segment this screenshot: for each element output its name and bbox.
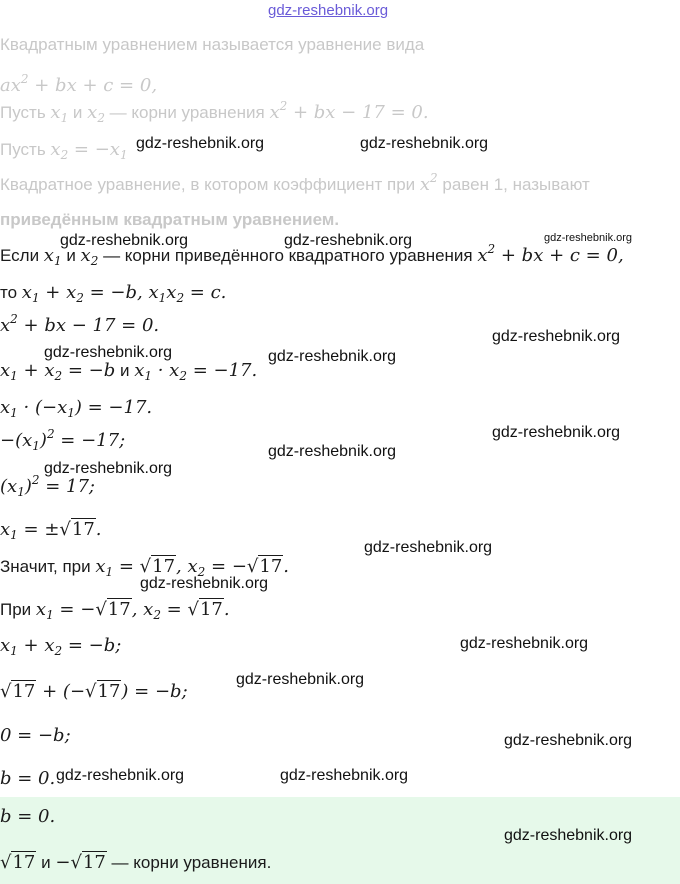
watermark: gdz-reshebnik.org	[56, 767, 185, 784]
watermark: gdz-reshebnik.org	[460, 635, 589, 652]
watermark: gdz-reshebnik.org	[492, 424, 621, 441]
equation-step: $x^2$ + bx − 17 = 0.	[0, 312, 160, 336]
reduced-def-line2: приведённым квадратным уравнением.	[0, 210, 340, 229]
watermark: gdz-reshebnik.org	[140, 575, 269, 592]
case-1: Значит, при $x_1 = √17$, $x_2 = -√17$.	[0, 556, 290, 579]
watermark: gdz-reshebnik.org	[136, 135, 265, 152]
vieta-theorem: Если $x_1$ и $x_2$ — корни приведённого квадратного уравнения $x^2$ + bx + c = 0,	[0, 242, 624, 268]
let-x2-line: Пусть $x_2 = -x_1$	[0, 139, 128, 162]
b-result: b = 0.	[0, 768, 56, 789]
substitute-step: √17 + (−√17) = −b;	[0, 681, 188, 702]
sum-step: $x_1 + x_2 = -b$;	[0, 635, 122, 658]
case-2: При $x_1 = -√17$, $x_2 = √17$.	[0, 599, 230, 622]
root-step: $x_1 = \pm√17$.	[0, 519, 102, 542]
answer-b: b = 0.	[0, 806, 56, 827]
reduced-def-line1: Квадратное уравнение, в котором коэффициент при $x^2$ равен 1, называют	[0, 171, 590, 195]
watermark: gdz-reshebnik.org	[284, 232, 413, 249]
zero-step: 0 = −b;	[0, 725, 71, 746]
square-step-1: $-(x_1)^2 = -17$;	[0, 427, 126, 453]
answer-roots: √17 и −√17 — корни уравнения.	[0, 852, 272, 873]
watermark-top: gdz-reshebnik.org	[268, 2, 389, 19]
watermark: gdz-reshebnik.org	[44, 460, 173, 477]
watermark: gdz-reshebnik.org	[236, 671, 365, 688]
watermark: gdz-reshebnik.org	[544, 232, 633, 244]
watermark: gdz-reshebnik.org	[492, 328, 621, 345]
watermark: gdz-reshebnik.org	[364, 539, 493, 556]
vieta-applied: $x_1 + x_2 = -b$ и $x_1 \cdot x_2 = -17$.	[0, 360, 258, 383]
watermark: gdz-reshebnik.org	[504, 732, 633, 749]
product-step: $x_1 \cdot (-x_1) = -17$.	[0, 397, 153, 420]
watermark: gdz-reshebnik.org	[360, 135, 489, 152]
watermark: gdz-reshebnik.org	[268, 348, 397, 365]
watermark: gdz-reshebnik.org	[504, 827, 633, 844]
general-equation: $ax^2$ + bx + c = 0,	[0, 72, 158, 96]
watermark: gdz-reshebnik.org	[280, 767, 409, 784]
watermark: gdz-reshebnik.org	[44, 344, 173, 361]
definition-text: Квадратным уравнением называется уравнение вида	[0, 35, 425, 54]
vieta-conclusion: то $x_1 + x_2 = -b$, $x_1x_2 = c$.	[0, 282, 227, 305]
watermark: gdz-reshebnik.org	[60, 232, 189, 249]
square-step-2: $(x_1)^2 = 17$;	[0, 473, 95, 499]
let-roots-line: Пусть $x_1$ и $x_2$ — корни уравнения $x^2$ + bx − 17 = 0.	[0, 99, 429, 125]
watermark: gdz-reshebnik.org	[268, 443, 397, 460]
